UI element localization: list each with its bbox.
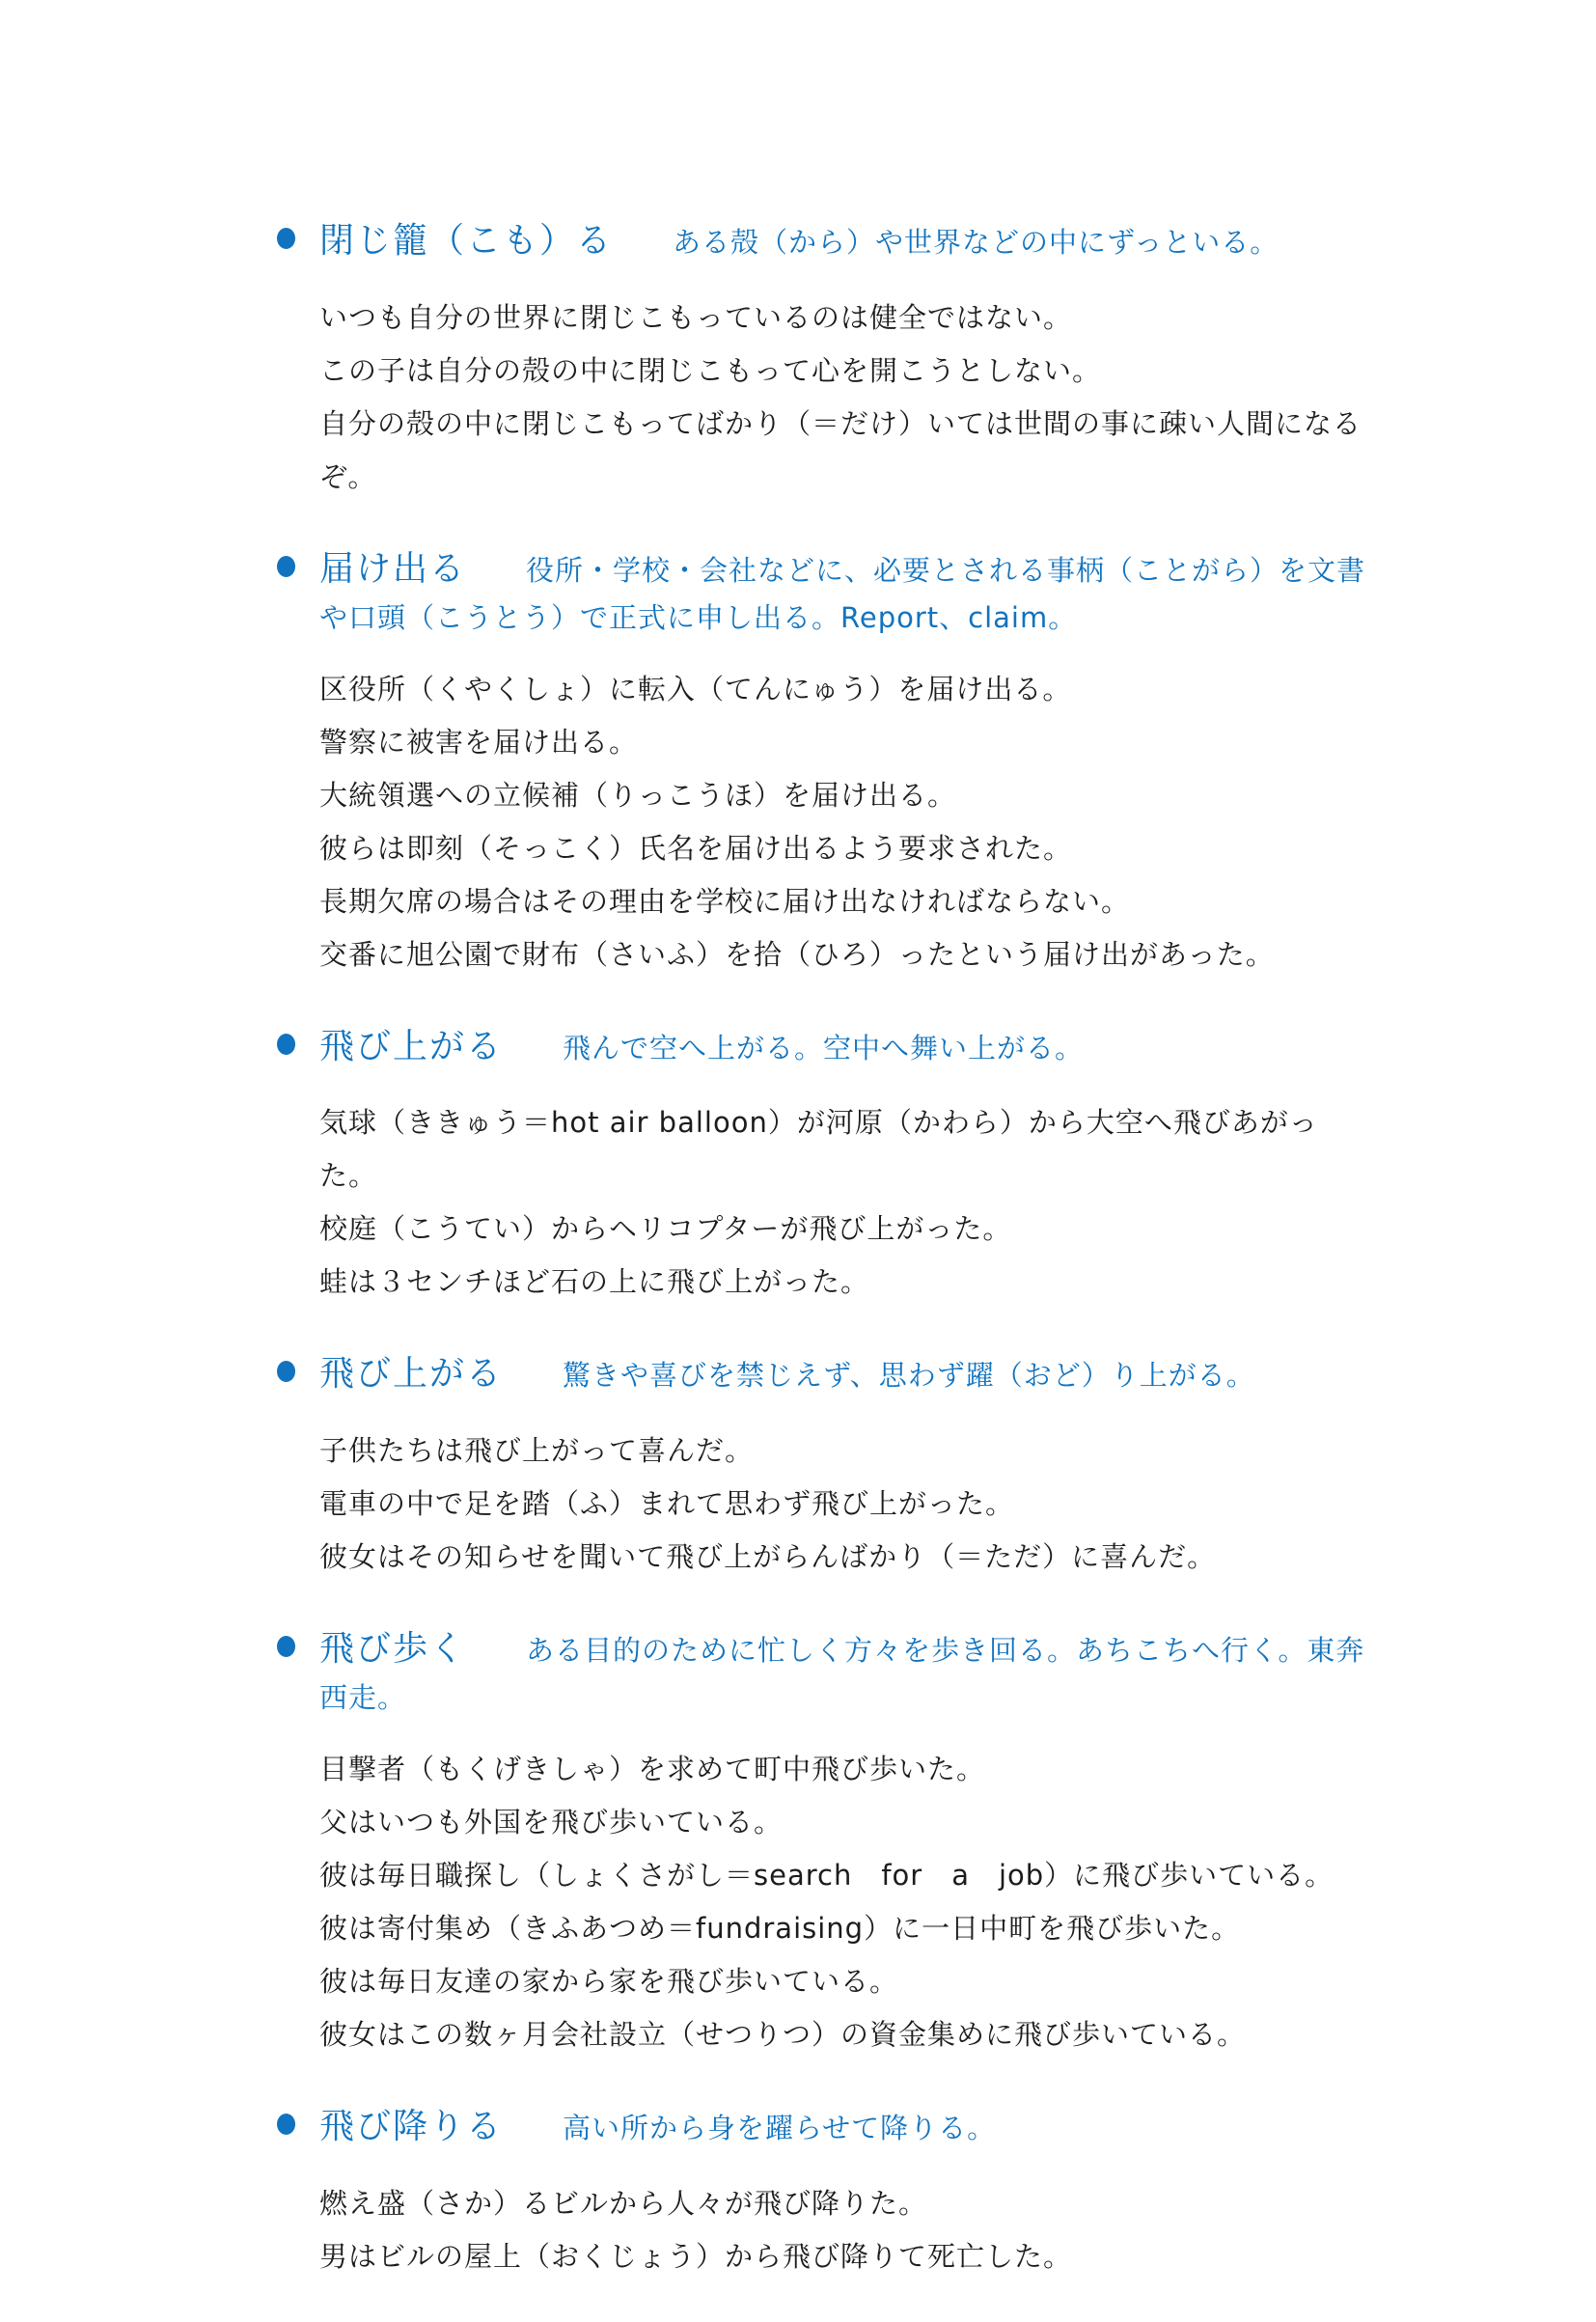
entry-definition: ある殻（から）や世界などの中にずっといる。 bbox=[673, 226, 1280, 259]
example-sentence: 交番に旭公園で財布（さいふ）を拾（ひろ）ったという届け出があった。 bbox=[319, 937, 1275, 971]
example-sentence: いつも自分の世界に閉じこもっているのは健全ではない。 bbox=[319, 300, 1073, 334]
example-sentence: 父はいつも外国を飛び歩いている。 bbox=[319, 1805, 784, 1838]
example-sentence: 男はビルの屋上（おくじょう）から飛び降りて死亡した。 bbox=[319, 2239, 1073, 2273]
bullet-icon bbox=[277, 2114, 295, 2135]
entry-term: 届け出る bbox=[319, 548, 467, 589]
example-sentence: 気球（ききゅう＝hot air balloon）が河原（かわら）から大空へ飛びあがった。 bbox=[319, 1106, 1318, 1193]
example-sentence: 校庭（こうてい）からヘリコプターが飛び上がった。 bbox=[319, 1212, 1012, 1246]
example-sentence: 彼らは即刻（そっこく）氏名を届け出るよう要求された。 bbox=[319, 831, 1073, 865]
example-sentence: 彼は毎日職探し（しょくさがし＝search for a job）に飛び歩いている。 bbox=[319, 1858, 1335, 1892]
example-sentence: この子は自分の殻の中に閉じこもって心を開こうとしない。 bbox=[319, 353, 1102, 387]
example-sentence: 電車の中で足を踏（ふ）まれて思わず飛び上がった。 bbox=[319, 1487, 1015, 1521]
example-sentence: 警察に被害を届け出る。 bbox=[319, 725, 639, 759]
vocab-entry bbox=[277, 542, 1367, 981]
vocab-entry bbox=[277, 1020, 1367, 1310]
entry-definition: 飛んで空へ上がる。空中へ舞い上がる。 bbox=[563, 1031, 1085, 1064]
vocab-entry bbox=[277, 2100, 1367, 2283]
entry-heading bbox=[277, 1020, 1367, 1074]
example-sentence: 彼は寄付集め（きふあつめ＝fundraising）に一日中町を飛び歩いた。 bbox=[319, 1911, 1241, 1945]
example-sentence: 子供たちは飛び上がって喜んだ。 bbox=[319, 1434, 755, 1468]
bullet-icon bbox=[277, 556, 295, 577]
example-sentence: 大統領選への立候補（りっこうほ）を届け出る。 bbox=[319, 778, 957, 812]
example-sentence: 自分の殻の中に閉じこもってばかり（＝だけ）いては世間の事に疎い人間になるぞ。 bbox=[319, 406, 1362, 493]
example-sentence: 目撃者（もくげきしゃ）を求めて町中飛び歩いた。 bbox=[319, 1752, 986, 1785]
bullet-icon bbox=[277, 228, 295, 249]
vocabulary-list bbox=[277, 214, 1367, 2322]
bullet-icon bbox=[277, 1636, 295, 1657]
vocab-entry bbox=[277, 1347, 1367, 1584]
entry-definition: 役所・学校・会社などに、必要とされる事柄（ことがら）を文書や口頭（こうとう）で正式に申し出る。Report、claim。 bbox=[319, 553, 1366, 634]
example-sentence: 区役所（くやくしょ）に転入（てんにゅう）を届け出る。 bbox=[319, 672, 1072, 705]
entry-heading bbox=[277, 214, 1367, 268]
example-list bbox=[277, 2177, 1367, 2283]
entry-heading bbox=[277, 1622, 1367, 1720]
example-sentence: 彼は毎日友達の家から家を飛び歩いている。 bbox=[319, 1964, 899, 1998]
entry-definition: 驚きや喜びを禁じえず、思わず躍（おど）り上がる。 bbox=[563, 1359, 1255, 1393]
entry-heading bbox=[277, 2100, 1367, 2154]
entry-definition: 高い所から身を躍らせて降りる。 bbox=[563, 2111, 997, 2144]
example-list bbox=[277, 1743, 1367, 2061]
example-sentence: 彼女はその知らせを聞いて飛び上がらんばかり（＝ただ）に喜んだ。 bbox=[319, 1540, 1217, 1574]
entry-term: 閉じ籠（こも）る bbox=[319, 221, 614, 261]
example-list bbox=[277, 1096, 1367, 1309]
example-list bbox=[277, 1424, 1367, 1584]
entry-definition: ある目的のために忙しく方々を歩き回る。あちこちへ行く。東奔西走。 bbox=[319, 1634, 1365, 1714]
example-sentence: 長期欠席の場合はその理由を学校に届け出なければならない。 bbox=[319, 884, 1131, 918]
example-sentence: 蛙は３センチほど石の上に飛び上がった。 bbox=[319, 1265, 870, 1299]
bullet-icon bbox=[277, 1034, 295, 1055]
entry-term: 飛び降りる bbox=[319, 2106, 504, 2146]
entry-heading bbox=[277, 1347, 1367, 1401]
vocab-entry bbox=[277, 214, 1367, 504]
example-sentence: 彼女はこの数ヶ月会社設立（せつりつ）の資金集めに飛び歩いている。 bbox=[319, 2017, 1247, 2051]
example-list bbox=[277, 663, 1367, 981]
entry-term: 飛び上がる bbox=[319, 1026, 504, 1066]
vocab-entry bbox=[277, 1622, 1367, 2061]
example-sentence: 燃え盛（さか）るビルから人々が飛び降りた。 bbox=[319, 2186, 928, 2220]
entry-heading bbox=[277, 542, 1367, 640]
entry-term: 飛び上がる bbox=[319, 1354, 504, 1395]
example-list bbox=[277, 291, 1367, 504]
bullet-icon bbox=[277, 1361, 295, 1382]
entry-term: 飛び歩く bbox=[319, 1629, 467, 1670]
